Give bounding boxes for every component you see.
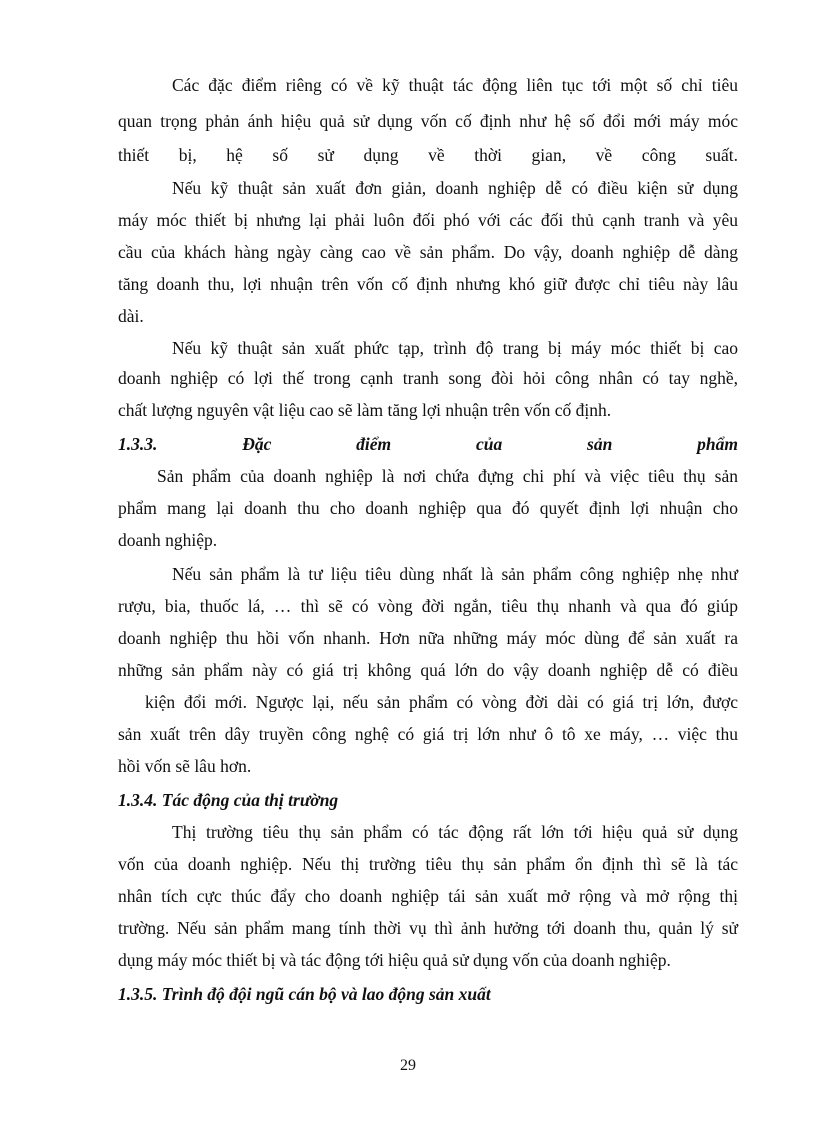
text-line: quan trọng phản ánh hiệu quả sử dụng vốn cố định như hệ số đổi mới máy móc bbox=[118, 111, 738, 131]
text-line: sản xuất trên dây truyền công nghệ có giá trị lớn như ô tô xe máy, … việc thu bbox=[118, 724, 738, 744]
text-line: Nếu kỹ thuật sản xuất đơn giản, doanh nghiệp dễ có điều kiện sử dụng bbox=[172, 178, 738, 198]
text-line: Sản phẩm của doanh nghiệp là nơi chứa đựng chi phí và việc tiêu thụ sản bbox=[157, 466, 738, 486]
text-line: cầu của khách hàng ngày càng cao về sản phẩm. Do vậy, doanh nghiệp dễ dàng bbox=[118, 242, 738, 262]
text-line: Nếu kỹ thuật sản xuất phức tạp, trình độ trang bị máy móc thiết bị cao bbox=[172, 338, 738, 358]
text-line: thiết bị, hệ số sử dụng về thời gian, về công suất. bbox=[118, 145, 738, 165]
text-line: vốn của doanh nghiệp. Nếu thị trường tiêu thụ sản phẩm ổn định thì sẽ là tác bbox=[118, 854, 738, 874]
text-line: máy móc thiết bị nhưng lại phải luôn đối phó với các đối thủ cạnh tranh và yêu bbox=[118, 210, 738, 230]
text-line: rượu, bia, thuốc lá, … thì sẽ có vòng đời ngắn, tiêu thụ nhanh và qua đó giúp bbox=[118, 596, 738, 616]
text-line: Các đặc điểm riêng có về kỹ thuật tác động liên tục tới một số chỉ tiêu bbox=[172, 75, 738, 95]
text-line: Nếu sản phẩm là tư liệu tiêu dùng nhất là sản phẩm công nghiệp nhẹ như bbox=[172, 564, 738, 584]
section-heading: 1.3.5. Trình độ đội ngũ cán bộ và lao động sản xuất bbox=[118, 984, 491, 1004]
text-line: doanh nghiệp thu hồi vốn nhanh. Hơn nữa những máy móc dùng để sản xuất ra bbox=[118, 628, 738, 648]
text-line: chất lượng nguyên vật liệu cao sẽ làm tăng lợi nhuận trên vốn cố định. bbox=[118, 400, 612, 420]
text-line: tăng doanh thu, lợi nhuận trên vốn cố định nhưng khó giữ được chỉ tiêu này lâu bbox=[118, 274, 738, 294]
text-line: phẩm mang lại doanh thu cho doanh nghiệp qua đó quyết định lợi nhuận cho bbox=[118, 498, 738, 518]
section-heading: 1.3.4. Tác động của thị trường bbox=[118, 790, 339, 810]
text-line: hồi vốn sẽ lâu hơn. bbox=[118, 756, 252, 776]
text-line: nhân tích cực thúc đẩy cho doanh nghiệp tái sản xuất mở rộng và mở rộng thị bbox=[118, 886, 738, 906]
text-line: doanh nghiệp có lợi thế trong cạnh tranh song đòi hỏi công nhân có tay nghề, bbox=[118, 368, 738, 388]
page-number: 29 bbox=[400, 1057, 416, 1074]
text-line: Thị trường tiêu thụ sản phẩm có tác động rất lớn tới hiệu quả sử dụng bbox=[172, 822, 738, 842]
section-heading: 1.3.3. Đặc điểm của sản phẩm bbox=[118, 434, 738, 454]
text-line: doanh nghiệp. bbox=[118, 530, 218, 550]
text-line: những sản phẩm này có giá trị không quá lớn do vậy doanh nghiệp dễ có điều bbox=[118, 660, 738, 680]
text-line: dài. bbox=[118, 306, 144, 326]
text-line: kiện đổi mới. Ngược lại, nếu sản phẩm có vòng đời dài có giá trị lớn, được bbox=[145, 692, 738, 712]
text-line: trường. Nếu sản phẩm mang tính thời vụ thì ảnh hưởng tới doanh thu, quản lý sử bbox=[118, 918, 738, 938]
text-line: dụng máy móc thiết bị và tác động tới hiệu quả sử dụng vốn của doanh nghiệp. bbox=[118, 950, 671, 970]
